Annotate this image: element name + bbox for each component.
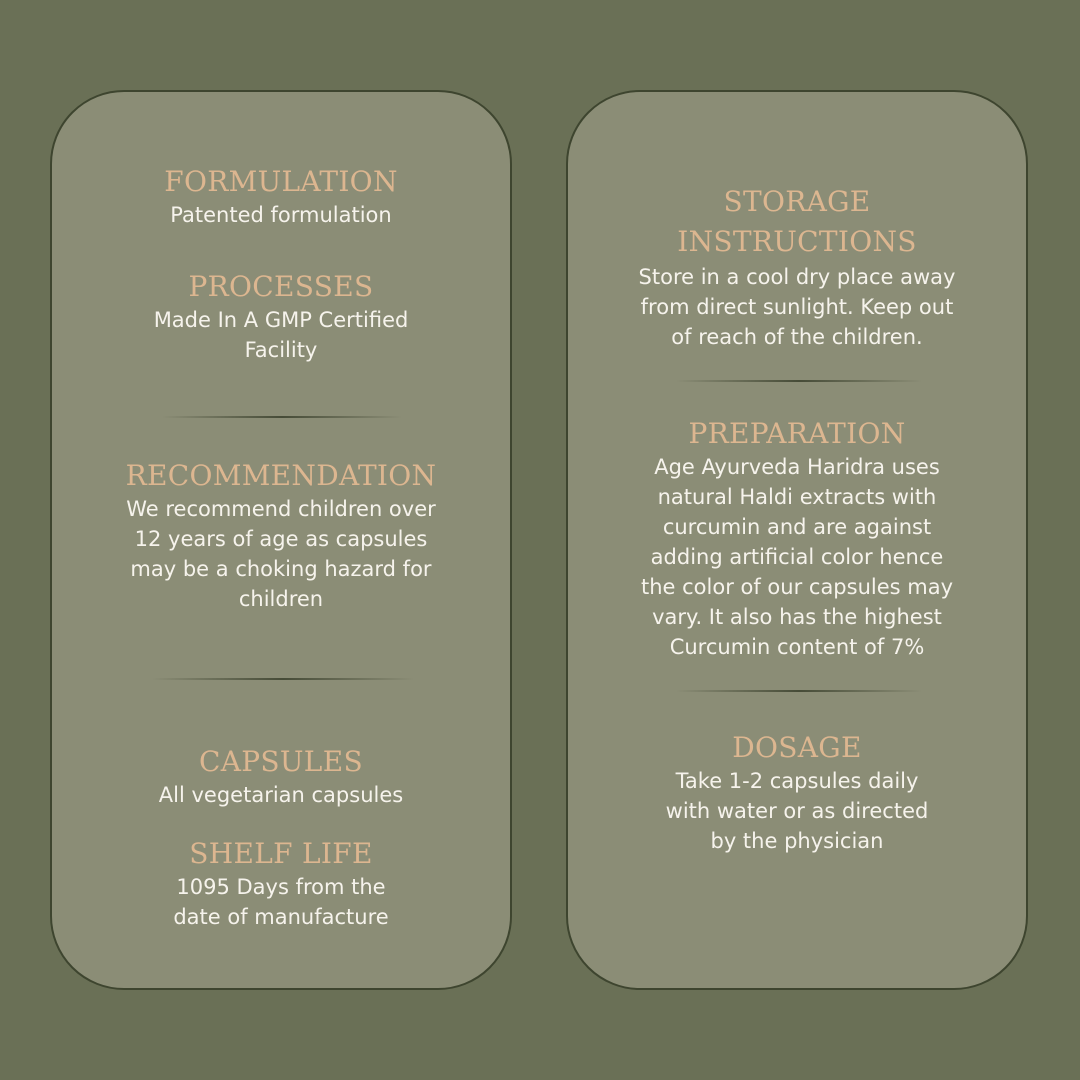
formulation-section <box>52 164 510 230</box>
capsules-text: All vegetarian capsules <box>158 783 404 807</box>
shelf-life-heading: SHELF LIFE <box>189 837 373 870</box>
divider <box>152 678 414 680</box>
processes-heading: PROCESSES <box>188 270 374 303</box>
left-info-card <box>50 90 512 990</box>
capsules-heading: CAPSULES <box>199 745 363 778</box>
formulation-text: Patented formulation <box>170 203 392 227</box>
processes-section <box>52 269 510 365</box>
recommendation-text: We recommend children over 12 years of age as capsules may be a choking hazard for children <box>126 497 436 611</box>
dosage-text: Take 1-2 capsules daily with water or as directed by the physician <box>665 769 929 853</box>
storage-text: Store in a cool dry place away from direct sunlight. Keep out of reach of the children. <box>638 265 956 349</box>
shelf-life-section <box>52 836 510 932</box>
processes-text: Made In A GMP Certified Facility <box>153 308 409 362</box>
right-info-card <box>566 90 1028 990</box>
preparation-text: Age Ayurveda Haridra uses natural Haldi extracts with curcumin and are against adding artificial color hence the color of our capsules may vary. It also has the highest Curcumin content of 7% <box>640 455 954 659</box>
dosage-section <box>568 730 1026 856</box>
capsules-section <box>52 744 510 810</box>
divider <box>676 380 922 382</box>
dosage-heading: DOSAGE <box>732 731 862 764</box>
storage-heading: STORAGE INSTRUCTIONS <box>677 185 917 258</box>
recommendation-heading: RECOMMENDATION <box>125 459 437 492</box>
preparation-section <box>568 416 1026 662</box>
formulation-heading: FORMULATION <box>164 165 398 198</box>
storage-section <box>568 182 1026 352</box>
divider <box>162 416 402 418</box>
divider <box>676 690 922 692</box>
shelf-life-text: 1095 Days from the date of manufacture <box>173 875 389 929</box>
preparation-heading: PREPARATION <box>688 417 906 450</box>
recommendation-section <box>52 458 510 614</box>
